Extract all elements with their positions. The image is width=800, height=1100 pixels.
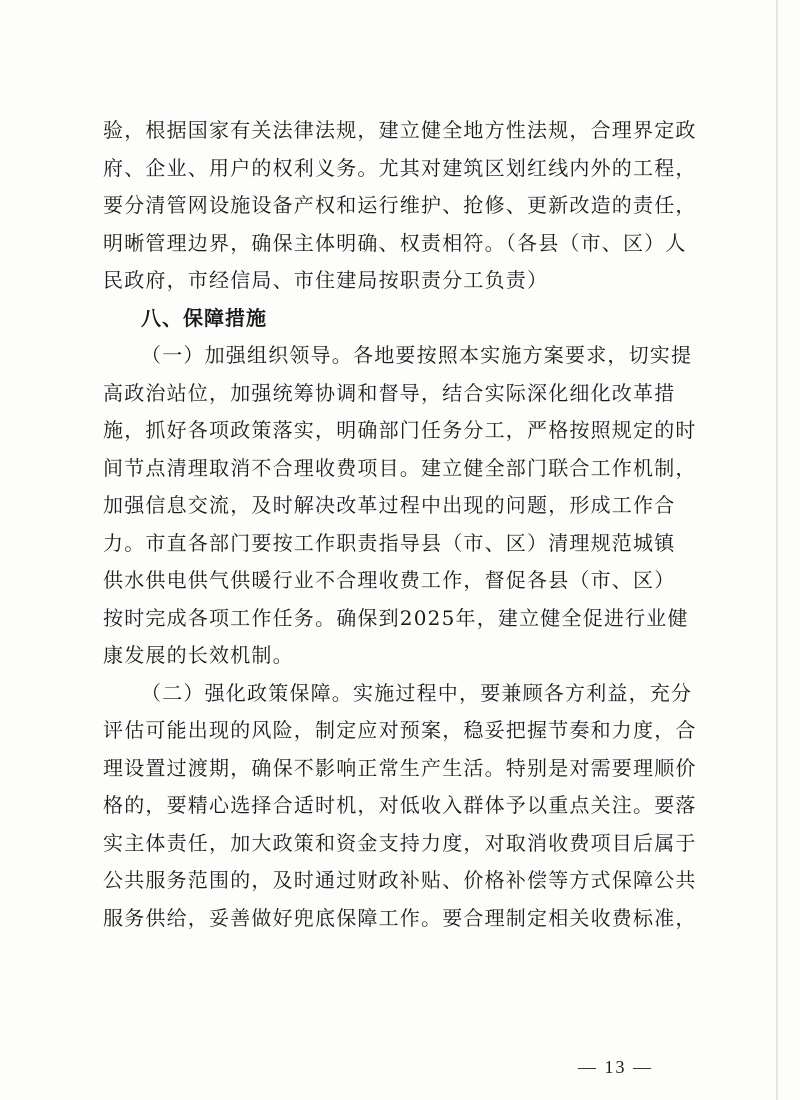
paragraph-policy-guarantee — [103, 675, 697, 938]
page-number: — 13 — — [578, 1057, 653, 1077]
text-line: （二）强化政策保障。实施过程中，要兼顾各方利益，充分 — [141, 680, 693, 705]
text-line: 评估可能出现的风险，制定应对预案，稳妥把握节奏和力度，合 — [103, 718, 697, 742]
text-line: 力。市直各部门要按工作职责指导县（市、区）清理规范城镇 — [103, 530, 676, 555]
text-line: 验，根据国家有关法律法规，建立健全地方性法规，合理界定政 — [103, 118, 697, 142]
text-line: 民政府，市经信局、市住建局按职责分工负责） — [103, 268, 549, 292]
text-line: 理设置过渡期，确保不影响正常生产生活。特别是对需要理顺价 — [103, 755, 697, 780]
text-line: 府、企业、用户的权利义务。尤其对建筑区划红线内外的工程， — [103, 155, 697, 180]
text-line: 公共服务范围的，及时通过财政补贴、价格补偿等方式保障公共 — [103, 868, 697, 892]
section-heading: 八、保障措施 — [141, 305, 267, 330]
text-line: 明晰管理边界，确保主体明确、权责相符。（各县（市、区）人 — [103, 230, 687, 255]
text-line: 格的，要精心选择合适时机，对低收入群体予以重点关注。要落 — [103, 793, 697, 817]
scan-edge-line — [776, 0, 778, 1100]
text-line: 实主体责任，加大政策和资金支持力度，对取消收费项目后属于 — [103, 830, 697, 855]
paragraph-organization-leadership — [103, 337, 697, 675]
text-line: 康发展的长效机制。 — [103, 643, 294, 667]
text-line: 服务供给，妥善做好兜底保障工作。要合理制定相关收费标准， — [103, 905, 697, 930]
text-line: （一）加强组织领导。各地要按照本实施方案要求，切实提 — [141, 343, 693, 367]
text-line: 供水供电供气供暖行业不合理收费工作，督促各县（市、区） — [103, 568, 676, 592]
text-line: 加强信息交流，及时解决改革过程中出现的问题，形成工作合 — [103, 493, 676, 517]
document-body — [103, 112, 697, 937]
text-line: 高政治站位，加强统筹协调和督导，结合实际深化细化改革措 — [103, 380, 676, 405]
text-line: 要分清管网设施设备产权和运行维护、抢修、更新改造的责任， — [103, 193, 697, 217]
paragraph-continued — [103, 112, 697, 300]
text-line: 施，抓好各项政策落实，明确部门任务分工，严格按照规定的时 — [103, 418, 697, 442]
text-line: 按时完成各项工作任务。确保到2025年，建立健全促进行业健 — [103, 605, 689, 630]
text-line: 间节点清理取消不合理收费项目。建立健全部门联合工作机制， — [103, 455, 697, 480]
